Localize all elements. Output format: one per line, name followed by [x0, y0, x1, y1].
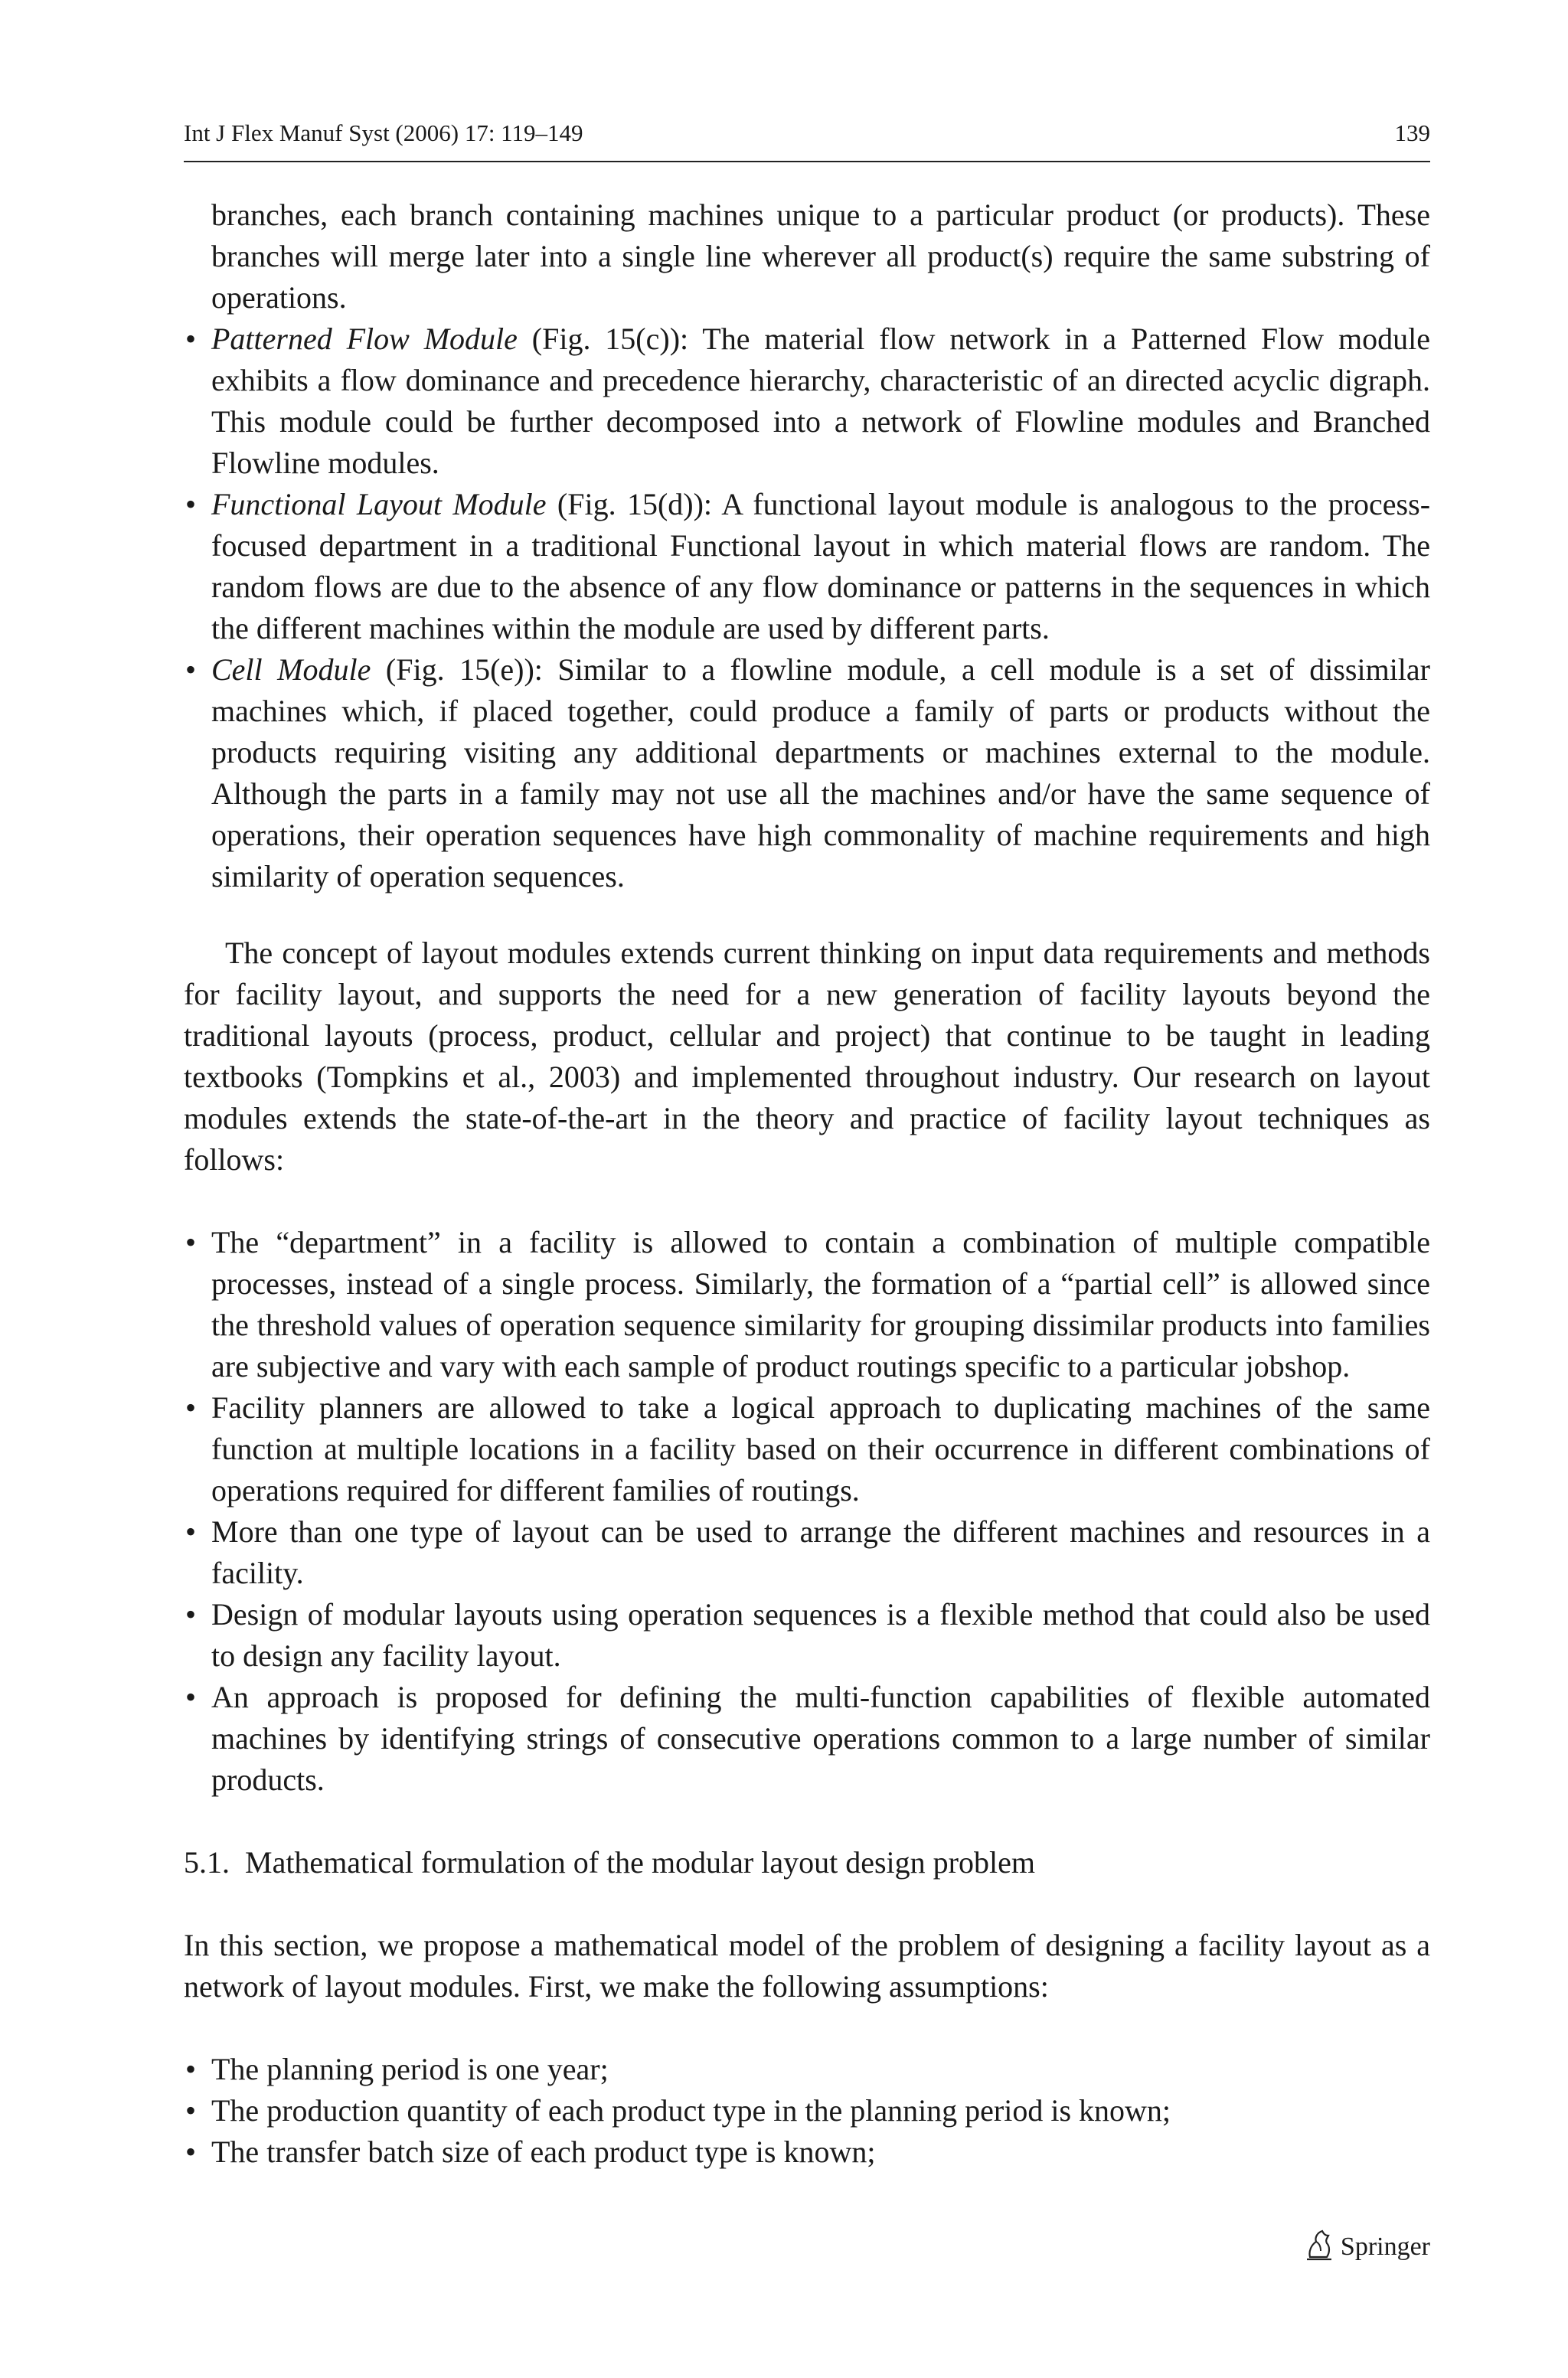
- list-item-text: The transfer batch size of each product type is known;: [211, 2135, 876, 2169]
- module-description: (Fig. 15(c)): The material flow network in a Patterned Flow module exhibits a flow dominance and precedence hierarchy, characteristic of an directed acyclic digraph. This module could be further decomposed into a network of Flowline modules and Branched Flowline modules.: [211, 322, 1430, 480]
- list-item-text: The “department” in a facility is allowed to contain a combination of multiple compatible processes, instead of a single process. Similarly, the formation of a “partial cell” is allowed since the threshold values of operation sequence similarity for grouping dissimilar products into families are subjective and vary with each sample of product routings specific to a particular jobshop.: [211, 1225, 1430, 1383]
- bullet-icon: •: [185, 1514, 197, 1549]
- springer-horse-icon: [1304, 2228, 1334, 2262]
- list-item-text: An approach is proposed for defining the multi-function capabilities of flexible automated machines by identifying strings of consecutive operations common to a large number of similar products.: [211, 1680, 1430, 1797]
- contribution-bullet-list: [184, 1222, 1430, 1801]
- bullet-icon: •: [185, 1680, 197, 1714]
- page-body: [184, 194, 1430, 2173]
- list-item: [184, 2090, 1430, 2131]
- bullet-icon: •: [185, 1390, 197, 1425]
- list-item: [184, 2049, 1430, 2090]
- module-description: (Fig. 15(e)): Similar to a flowline module, a cell module is a set of dissimilar machines which, if placed together, could produce a family of parts or products without the products requiring visiting any additional departments or machines external to the module. Although the parts in a family may not use all the machines and/or have the same sequence of operations, their operation sequences have high commonality of machine requirements and high similarity of operation sequences.: [211, 652, 1430, 893]
- module-title: Patterned Flow Module: [211, 322, 518, 356]
- list-item: [184, 1677, 1430, 1801]
- list-item: [184, 1387, 1430, 1511]
- list-item-text: The production quantity of each product type in the planning period is known;: [211, 2093, 1171, 2128]
- bullet-icon: •: [185, 652, 197, 687]
- continued-bullet-text: branches, each branch containing machines unique to a particular product (or products). These branches will merge later into a single line wherever all product(s) require the same substring of operations.: [211, 198, 1430, 315]
- page-number: 139: [1394, 119, 1430, 146]
- list-item: [184, 484, 1430, 649]
- bullet-icon: •: [185, 2052, 197, 2086]
- paragraph-layout-modules: The concept of layout modules extends current thinking on input data requirements and methods for facility layout, and supports the need for a new generation of facility layouts beyond the traditional layouts (process, product, cellular and project) that continue to be taught in leading textbooks (Tompkins et al., 2003) and implemented throughout industry. Our research on layout modules extends the state-of-the-art in the theory and practice of facility layout techniques as follows:: [184, 936, 1430, 1177]
- module-bullet-list: [184, 318, 1430, 897]
- module-description: (Fig. 15(d)): A functional layout module is analogous to the process-focused department in a traditional Functional layout in which material flows are random. The random flows are due to the absence of any flow dominance or patterns in the sequences in which the different machines within the module are used by different parts.: [211, 487, 1431, 645]
- bullet-icon: •: [185, 2135, 197, 2169]
- bullet-icon: •: [185, 2093, 197, 2128]
- list-item: [184, 2131, 1430, 2173]
- list-item: [184, 1594, 1430, 1677]
- list-item-text: More than one type of layout can be used to arrange the different machines and resources in a facility.: [211, 1514, 1430, 1590]
- bullet-icon: •: [185, 1225, 197, 1259]
- paragraph-assumptions-intro: In this section, we propose a mathematical model of the problem of designing a facility layout as a network of layout modules. First, we make the following assumptions:: [184, 1928, 1430, 2004]
- list-item: [184, 1511, 1430, 1594]
- running-header: [184, 115, 1430, 162]
- list-item: [184, 1222, 1430, 1387]
- list-item-text: The planning period is one year;: [211, 2052, 609, 2086]
- list-item: [184, 649, 1430, 897]
- assumption-bullet-list: [184, 2049, 1430, 2173]
- bullet-icon: •: [185, 487, 197, 521]
- module-title: Functional Layout Module: [211, 487, 547, 521]
- list-item: [184, 318, 1430, 484]
- publisher-name: Springer: [1340, 2233, 1430, 2261]
- publisher-footer: [1304, 2228, 1430, 2262]
- journal-citation: Int J Flex Manuf Syst (2006) 17: 119–149: [184, 119, 583, 146]
- bullet-icon: •: [185, 1597, 197, 1632]
- bullet-icon: •: [185, 322, 197, 356]
- list-item-text: Facility planners are allowed to take a logical approach to duplicating machines of the same function at multiple locations in a facility based on their occurrence in different combinations of operations required for different families of routings.: [211, 1390, 1430, 1507]
- module-title: Cell Module: [211, 652, 371, 687]
- section-heading: 5.1. Mathematical formulation of the modular layout design problem: [184, 1845, 1035, 1880]
- list-item-text: Design of modular layouts using operation sequences is a flexible method that could also be used to design any facility layout.: [211, 1597, 1430, 1673]
